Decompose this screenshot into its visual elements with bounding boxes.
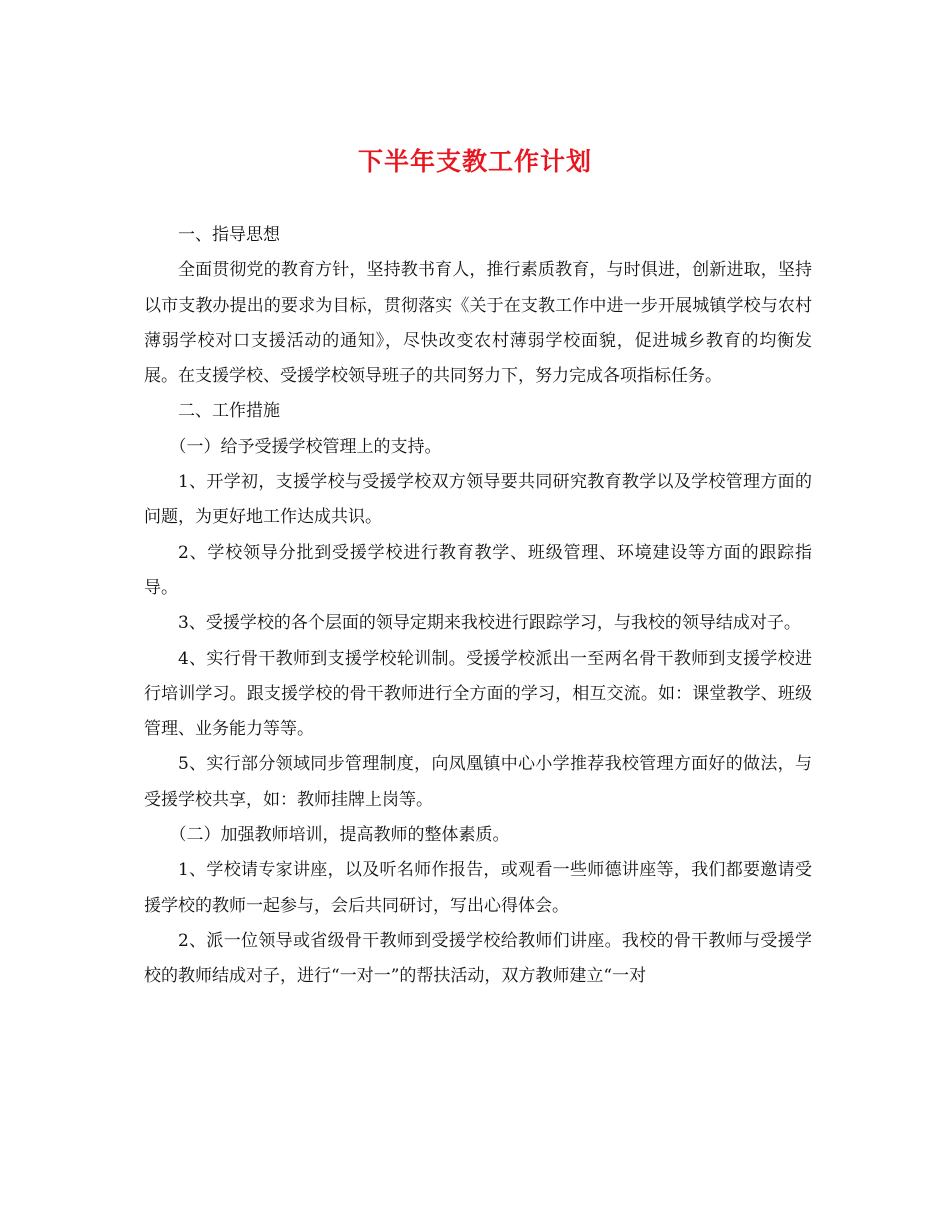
section-heading-guiding-ideology: 一、指导思想 <box>178 225 280 245</box>
section-heading-work-measures: 二、工作措施 <box>178 401 280 422</box>
document-title: 下半年支教工作计划 <box>357 147 592 176</box>
paragraph-guiding-ideology: 全面贯彻党的教育方针，坚持教书育人，推行素质教育，与时俱进，创新进取，坚持以市支教办提出的要求为目标，贯彻落实《关于在支教工作中进一步开展城镇学校与农村薄弱学校对口支援活动的通知》，尽快改变农村薄弱学校面貌，促进城乡教育的均衡发展。在支援学校、受援学校领导班子的共同努力下，努力完成各项指标任务。 <box>144 260 812 387</box>
list-item-measure-1: 1、开学初，支援学校与受援学校双方领导要共同研究教育教学以及学校管理方面的问题，为更好地工作达成共识。 <box>144 472 812 528</box>
list-item-training-2: 2、派一位领导或省级骨干教师到受援学校给教师们讲座。我校的骨干教师与受援学校的教师结成对子，进行“一对一”的帮扶活动，双方教师建立“一对 <box>144 930 812 987</box>
list-item-measure-2: 2、学校领导分批到受援学校进行教育教学、班级管理、环境建设等方面的跟踪指导。 <box>144 542 812 598</box>
subsection-heading-teacher-training: （二）加强教师培训，提高教师的整体素质。 <box>169 825 510 846</box>
list-item-measure-3: 3、受援学校的各个层面的领导定期来我校进行跟踪学习，与我校的领导结成对子。 <box>178 613 801 634</box>
document-body <box>144 218 812 995</box>
list-item-training-1: 1、学校请专家讲座，以及听名师作报告，或观看一些师德讲座等，我们都要邀请受援学校的教师一起参与，会后共同研讨，写出心得体会。 <box>144 860 812 916</box>
list-item-measure-5: 5、实行部分领域同步管理制度，向凤凰镇中心小学推荐我校管理方面好的做法，与受援学校共享，如：教师挂牌上岗等。 <box>144 754 812 810</box>
subsection-heading-management-support: （一）给予受援学校管理上的支持。 <box>169 436 442 457</box>
list-item-measure-4: 4、实行骨干教师到支援学校轮训制。受援学校派出一至两名骨干教师到支援学校进行培训学习。跟支援学校的骨干教师进行全方面的学习，相互交流。如：课堂教学、班级管理、业务能力等等。 <box>144 648 812 740</box>
